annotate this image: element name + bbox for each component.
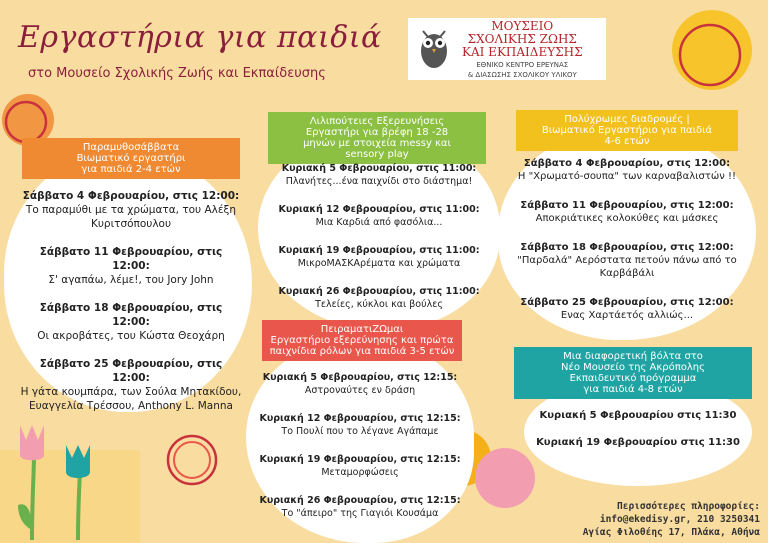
colorful-banner — [516, 110, 738, 151]
experiment-banner-line2: Εργαστήριο εξερεύνησης και πρώτα — [270, 335, 454, 346]
event-description: ΜικροΜΑΣΚΑρέματα και χρώματα — [297, 258, 461, 269]
acropolis-banner — [514, 347, 752, 399]
contact-heading: Περισσότερες πληροφορίες: — [617, 501, 760, 512]
event-date: Κυριακή 26 Φεβρουαρίου, στις 12:15: — [259, 495, 461, 506]
event-description: Σ' αγαπάω, λέμε!, του Jory John — [48, 274, 214, 286]
list-item — [270, 162, 488, 188]
list-item — [20, 301, 242, 343]
event-date: Κυριακή 12 Φεβρουαρίου, στις 11:00: — [278, 204, 480, 215]
event-date: Κυριακή 5 Φεβρουαρίου, στις 12:15: — [262, 372, 458, 383]
event-date: Κυριακή 19 Φεβρουαρίου στις 11:30 — [536, 437, 740, 448]
list-item — [20, 245, 242, 287]
acropolis-banner-line3: Εκπαιδευτικό πρόγραμμα — [569, 373, 697, 384]
list-item — [270, 203, 488, 229]
event-description: "Παρδαλά" Αερόστατα πετούν πάνω από το Καρβάβάλι — [517, 255, 737, 279]
experiment-event-list — [250, 371, 470, 520]
list-item — [508, 241, 746, 280]
acropolis-event-list — [530, 409, 746, 449]
contact-email-phone: info@ekedisy.gr, 210 3250341 — [599, 514, 760, 525]
list-item — [250, 371, 470, 397]
list-item — [508, 296, 746, 322]
event-description: Πλανήτες...ένα παιχνίδι στο διάστημα! — [285, 176, 473, 187]
event-date: Σάββατο 25 Φεβρουαρίου, στις 12:00: — [520, 297, 734, 308]
event-description: Το "άπειρο" της Γιαγιόι Κουσάμα — [281, 508, 439, 519]
list-item — [270, 285, 488, 311]
list-item — [20, 189, 242, 231]
event-description: Ενας Χαρτάετός αλλιώς... — [560, 310, 694, 321]
event-date: Σάββατο 18 Φεβρουαρίου, στις 12:00: — [39, 302, 223, 328]
event-description: Η γάτα κουμπάρα, των Σούλα Μητακίδου, Ευαγγελία Τρέσσου, Anthony L. Manna — [20, 386, 242, 412]
logo-line1: ΜΟΥΣΕΙΟ — [491, 18, 554, 33]
list-item — [508, 199, 746, 225]
storytelling-banner-line3: για παιδιά 2-4 ετών — [81, 164, 181, 175]
list-item — [530, 436, 746, 449]
acropolis-banner-line2: Νέο Μουσείο της Ακρόπολης — [560, 362, 705, 373]
experiment-banner-line3: παιχνίδια ρόλων για παιδιά 3-5 ετών — [269, 346, 455, 357]
contact-info — [583, 500, 760, 539]
logo-line3: ΚΑΙ ΕΚΠΑΙΔΕΥΣΗΣ — [462, 44, 583, 59]
logo-line5: & ΔΙΑΣΩΣΗΣ ΣΧΟΛΙΚΟΥ ΥΛΙΚΟΥ — [467, 70, 577, 79]
contact-address: Αγίας Φιλοθέης 17, Πλάκα, Αθήνα — [582, 527, 760, 538]
owl-icon — [414, 23, 454, 75]
event-date: Κυριακή 5 Φεβρουαρίου στις 11:30 — [539, 410, 737, 421]
event-description: Τελείες, κύκλοι και βούλες — [315, 299, 443, 310]
colorful-banner-line1: Πολύχρωμες διαδρομές | — [564, 114, 690, 125]
storytelling-banner-line1: Παραμυθοσάββατα — [82, 142, 180, 153]
event-date: Σάββατο 11 Φεβρουαρίου, στις 12:00: — [520, 200, 734, 211]
event-date: Κυριακή 26 Φεβρουαρίου, στις 11:00: — [278, 286, 480, 297]
baby-event-list — [270, 162, 488, 311]
event-date: Κυριακή 5 Φεβρουαρίου, στις 11:00: — [281, 163, 477, 174]
museum-logo — [408, 18, 606, 80]
event-description: Μια Καρδιά από φασόλια... — [315, 217, 443, 228]
colorful-event-list — [508, 157, 746, 322]
list-item — [20, 357, 242, 413]
list-item — [250, 494, 470, 520]
event-date: Σάββατο 18 Φεβρουαρίου, στις 12:00: — [520, 242, 734, 253]
logo-line4: ΕΘΝΙΚΟ ΚΕΝΤΡΟ ΕΡΕΥΝΑΣ — [476, 60, 569, 69]
page-title: Εργαστήρια για παιδιά — [18, 20, 382, 55]
storytelling-event-list — [20, 189, 242, 413]
list-item — [250, 412, 470, 438]
logo-line2: ΣΧΟΛΙΚΗΣ ΖΩΗΣ — [467, 31, 577, 46]
storytelling-banner-line2: Βιωματικό εργαστήρι — [76, 153, 186, 164]
colorful-banner-line3: 4-6 ετών — [604, 136, 650, 147]
event-date: Σάββατο 25 Φεβρουαρίου, στις 12:00: — [39, 358, 223, 384]
colorful-banner-line2: Βιωματικό Εργαστήριο για παιδιά — [541, 125, 713, 136]
event-date: Σάββατο 11 Φεβρουαρίου, στις 12:00: — [39, 246, 223, 272]
event-description: Το παραμύθι με τα χρώματα, του Αλέξη Κυριτσόπουλου — [25, 204, 237, 230]
event-date: Σάββατο 4 Φεβρουαρίου, στις 12:00: — [523, 158, 731, 169]
baby-banner — [268, 112, 486, 164]
baby-banner-line2: Εργαστήρι για βρέφη 18 -28 — [305, 127, 449, 138]
acropolis-banner-line1: Μια διαφορετική βόλτα στο — [563, 351, 703, 362]
event-date: Σάββατο 4 Φεβρουαρίου, στις 12:00: — [22, 190, 240, 202]
event-date: Κυριακή 12 Φεβρουαρίου, στις 12:15: — [259, 413, 461, 424]
decor-ring-bottomleft — [168, 436, 216, 484]
baby-banner-line4: sensory play — [345, 149, 409, 160]
baby-banner-line1: Λιλιπούτειες Εξερευνήσεις — [309, 116, 445, 127]
list-item — [270, 244, 488, 270]
list-item — [250, 453, 470, 479]
decor-ring-bottomleft2 — [174, 442, 210, 478]
page-subtitle: στο Μουσείο Σχολικής Ζωής και Εκπαίδευσης — [28, 66, 326, 81]
event-date: Κυριακή 19 Φεβρουαρίου, στις 11:00: — [278, 245, 480, 256]
event-description: Αποκριάτικες κολοκύθες και μάσκες — [535, 213, 719, 224]
list-item — [530, 409, 746, 422]
event-description: Μεταμορφώσεις — [321, 467, 399, 478]
decor-circle-pink — [475, 448, 535, 508]
baby-banner-line3: μηνών με στοιχεία messy και — [303, 138, 451, 149]
event-description: Η "Χρωματό-σουπα" των καρναβαλιστών !! — [517, 171, 737, 182]
event-date: Κυριακή 19 Φεβρουαρίου, στις 12:15: — [259, 454, 461, 465]
event-description: Αστροναύτες εν δράση — [304, 385, 416, 396]
event-description: Οι ακροβάτες, του Κώστα Θεοχάρη — [37, 330, 225, 342]
tulip-illustration — [0, 425, 140, 543]
experiment-banner-line1: ΠειραματιΖΩμαι — [320, 324, 404, 335]
event-description: Το Πουλί που το λέγανε Αγάπαμε — [281, 426, 439, 437]
acropolis-banner-line4: για παιδιά 4-8 ετών — [583, 384, 683, 395]
storytelling-banner — [22, 138, 240, 179]
experiment-banner — [262, 320, 462, 361]
list-item — [508, 157, 746, 183]
